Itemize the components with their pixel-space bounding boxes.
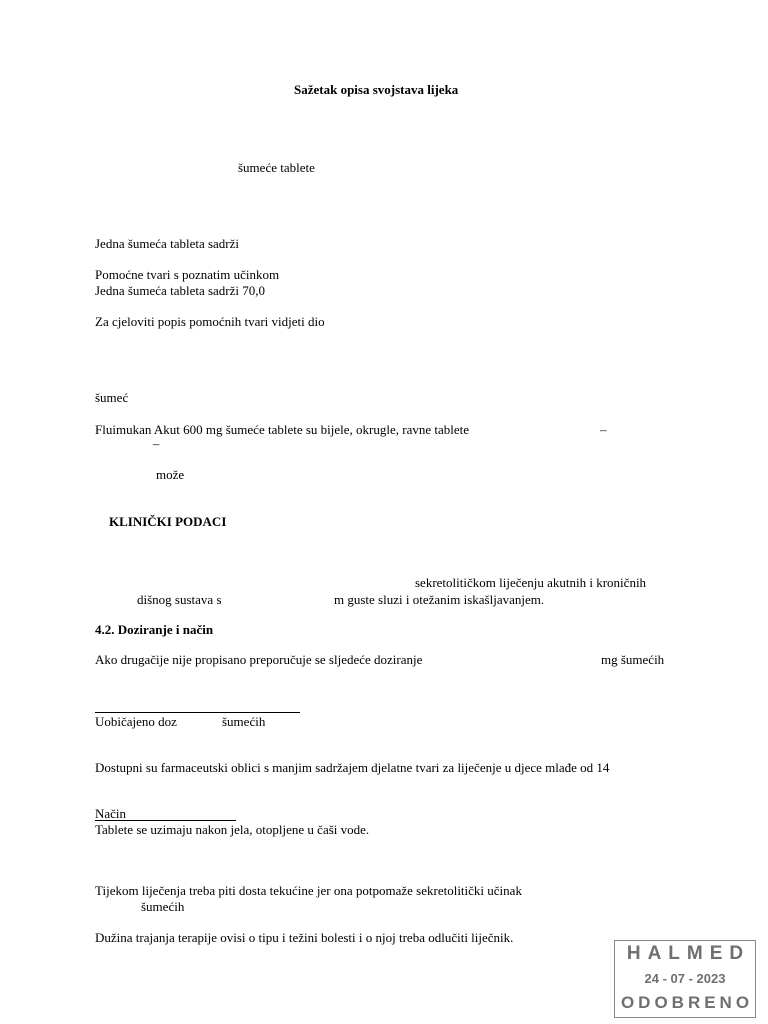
fluids-line-2: šumećih (141, 899, 185, 914)
excipients-line: Jedna šumeća tableta sadrži 70,0 (95, 283, 266, 298)
halmed-approval-stamp (614, 940, 756, 1018)
method-underline (95, 820, 236, 821)
dash-mark: – (600, 422, 607, 437)
usual-dose-unit: šumećih (222, 714, 266, 729)
stamp-date: 24 - 07 - 2023 (644, 971, 726, 986)
available-forms-text: Dostupni su farmaceutski oblici s manjim sadržajem djelatne tvari za liječenje u djece mlađe od 14 (95, 760, 610, 775)
indication-line-1: sekretolitičkom liječenju akutnih i kroničnih (415, 575, 647, 590)
method-text: Tablete se uzimaju nakon jela, otopljene u čaši vode. (95, 822, 370, 837)
indication-line-2a: dišnog sustava s (137, 592, 222, 607)
method-heading: Način (95, 806, 127, 821)
dosing-line-1b: mg šumećih (601, 652, 665, 667)
stamp-status: ODOBRENO (620, 993, 754, 1012)
full-list-reference: Za cjeloviti popis pomoćnih tvari vidjeti dio (95, 314, 325, 329)
clinical-heading: KLINIČKI PODACI (109, 514, 227, 529)
usual-dose-label: Uobičajeno doz (95, 714, 177, 729)
stamp-agency: HALMED (626, 943, 751, 964)
pharm-form-label: šumeć (95, 390, 129, 405)
dash-mark: – (153, 436, 160, 451)
pharmaceutical-form-label: šumeće tablete (238, 160, 315, 175)
dosing-line-1a: Ako drugačije nije propisano preporučuje se sljedeće doziranje (95, 652, 423, 667)
moze-text: može (156, 467, 185, 482)
fluids-line-1: Tijekom liječenja treba piti dosta tekućine jer ona potpomaže sekretolitički učinak (95, 883, 522, 898)
duration-text: Dužina trajanja terapije ovisi o tipu i težini bolesti i o njoj treba odlučiti liječnik. (95, 930, 514, 945)
composition-line: Jedna šumeća tableta sadrži (95, 236, 240, 251)
pharm-form-description: Fluimukan Akut 600 mg šumeće tablete su bijele, okrugle, ravne tablete (95, 422, 470, 437)
document-title: Sažetak opisa svojstava lijeka (294, 82, 459, 97)
excipients-heading: Pomoćne tvari s poznatim učinkom (95, 267, 280, 282)
indication-line-2b: m guste sluzi i otežanim iskašljavanjem. (334, 592, 545, 607)
table-rule (95, 712, 300, 713)
dosing-heading: 4.2. Doziranje i način (95, 622, 214, 637)
